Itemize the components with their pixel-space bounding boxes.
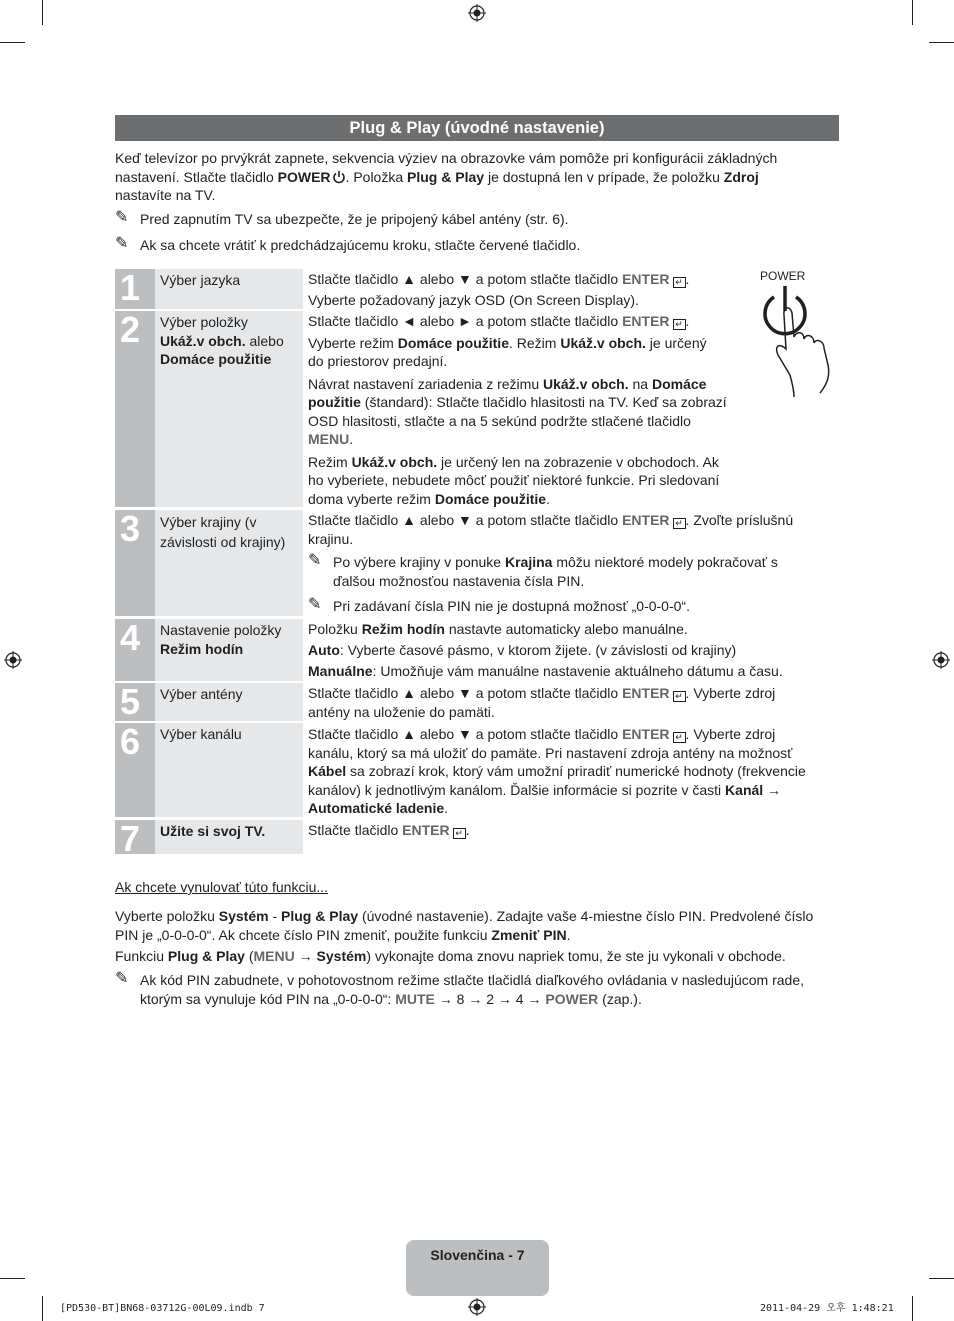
crop-mark [0,42,25,43]
power-illustration-label: POWER [760,269,806,283]
crop-mark [42,0,43,25]
registration-mark-icon [468,4,486,22]
step-number: 5 [115,683,155,721]
step-name: Výber položky Ukáž.v obch. alebo Domáce použitie [155,311,303,507]
step-name: Výber jazyka [155,269,303,309]
note-pencil-icon: ✎ [308,596,322,613]
enter-icon: ↵ [673,732,686,743]
step-number: 2 [115,311,155,507]
crop-mark [912,1296,913,1321]
note-pencil-icon: ✎ [308,552,322,569]
reset-heading: Ak chcete vynulovať túto funkciu... [115,879,329,895]
crop-mark [912,0,913,25]
power-icon [332,170,346,184]
print-timestamp: 2011-04-29 오후 1:48:21 [760,1303,894,1314]
step-description: Stlačte tlačidlo ▲ alebo ▼ a potom stlačte tlačidlo ENTER ↵ . Zvoľte príslušnú krajinu. ✎ Po výbere krajiny v ponuke Krajina môžu niektoré modely pokračovať s ďalšou možnosťou nastavenia čísla PIN. ✎ Pri zadávaní čísla PIN nie je dostupná možnosť „0-0-0-0“. [308,512,794,614]
intro-line: nastavíte na TV. [115,187,216,203]
note-pencil-icon: ✎ [115,235,129,252]
step-description: Stlačte tlačidlo ▲ alebo ▼ a potom stlačte tlačidlo ENTER ↵ . Vyberte zdroj kanálu, ktorý sa má uložiť do pamäte. Pri nastavení zdroja antény na možnosť Kábel sa zobrazí krok, ktorý vám umožní priradiť numerické hodnoty (frekvencie kanálov) k jednotlivým kanálom. Ďalšie informácie si pozrite v časti Kanál → Automatické ladenie. [308,726,806,816]
step-number: 7 [115,820,155,854]
intro-line: nastavení. Stlačte tlačidlo POWER . Položka Plug & Play je dostupná len v prípade, že položku Zdroj [115,168,759,185]
crop-mark [0,1278,25,1279]
power-label: POWER [277,168,331,185]
crop-mark [929,42,954,43]
power-hand-icon [756,283,840,399]
enter-icon: ↵ [673,518,686,529]
step-name: Výber krajiny (v závislosti od krajiny) [155,510,303,616]
step-description: Stlačte tlačidlo ENTER ↵ . [308,822,470,838]
enter-icon: ↵ [673,691,686,702]
step-number: 3 [115,510,155,616]
note: ✎ Ak kód PIN zabudnete, v pohotovostnom režime stlačte tlačidlá diaľkového ovládania v nasledujúcom rade, ktorým sa vynuluje kód PIN na „0-0-0-0“: MUTE → 8 → 2 → 4 → POWER (zap.). [115,970,805,1007]
step-name: Užite si svoj TV. [155,820,303,854]
note-pencil-icon: ✎ [115,209,129,226]
step-description: Stlačte tlačidlo ▲ alebo ▼ a potom stlačte tlačidlo ENTER ↵ . Vyberte požadovaný jazyk OSD (On Screen Display). [308,271,690,308]
step-description: Stlačte tlačidlo ◄ alebo ► a potom stlačte tlačidlo ENTER ↵ . Vyberte režim Domáce použitie. Režim Ukáž.v obch. je určený do priestorov predajní. Návrat nastavení zariadenia z režimu Ukáž.v obch. na Domáce použitie (štandard): Stlačte tlačidlo hlasitosti na TV. Keď sa zobrazí OSD hlasitosti, stlačte a na 5 sekúnd podržte stlačené tlačidlo MENU. Režim Ukáž.v obch. je určený len na zobrazenie v obchodoch. Ak ho vyberiete, nebudete môcť použiť niektoré funkcie. Pri sledovaní doma vyberte režim Domáce použitie. [308,313,727,507]
intro-line: Keď televízor po prvýkrát zapnete, sekvencia výziev na obrazovke vám pomôže pri konfigurácii základných [115,150,778,166]
intro-paragraph [115,149,839,205]
step-description: Položku Režim hodín nastavte automaticky alebo manuálne. Auto: Vyberte časové pásmo, v ktorom žijete. (v závislosti od krajiny) Manuálne: Umožňuje vám manuálne nastavenie aktuálneho dátumu a času. [308,621,783,679]
step-number: 1 [115,269,155,309]
enter-icon: ↵ [453,828,466,839]
note: ✎ Pred zapnutím TV sa ubezpečte, že je pripojený kábel antény (str. 6). [115,209,569,227]
step-name: Výber kanálu [155,723,303,817]
note-pencil-icon: ✎ [115,970,129,987]
file-info: [PD530-BT]BN68-03712G-00L09.indb 7 [60,1303,265,1314]
reset-paragraph: Vyberte položku Systém - Plug & Play (úvodné nastavenie). Zadajte vaše 4-miestne číslo PIN. Predvolené číslo PIN je „0-0-0-0“. Ak chcete číslo PIN zmeniť, použite funkciu Zmeniť PIN. [115,908,814,943]
enter-icon: ↵ [673,319,686,330]
crop-mark [929,1278,954,1279]
registration-mark-icon [932,651,950,669]
page-number: Slovenčina - 7 [430,1247,525,1263]
registration-mark-icon [4,651,22,669]
step-name: Nastavenie položky Režim hodín [155,619,303,681]
step-number: 6 [115,723,155,817]
step-number: 4 [115,619,155,681]
crop-mark [42,1296,43,1321]
step-description: Stlačte tlačidlo ▲ alebo ▼ a potom stlačte tlačidlo ENTER ↵ . Vyberte zdroj antény na uloženie do pamäti. [308,685,776,720]
page-number-tab [406,1240,549,1296]
section-title: Plug & Play (úvodné nastavenie) [115,115,839,141]
registration-mark-icon [468,1298,486,1316]
reset-paragraph: Funkciu Plug & Play (MENU → Systém) vykonajte doma znovu napriek tomu, že ste ju vykonali v obchode. [115,948,786,964]
step-name: Výber antény [155,683,303,721]
note: ✎ Ak sa chcete vrátiť k predchádzajúcemu kroku, stlačte červené tlačidlo. [115,235,581,253]
enter-icon: ↵ [673,277,686,288]
